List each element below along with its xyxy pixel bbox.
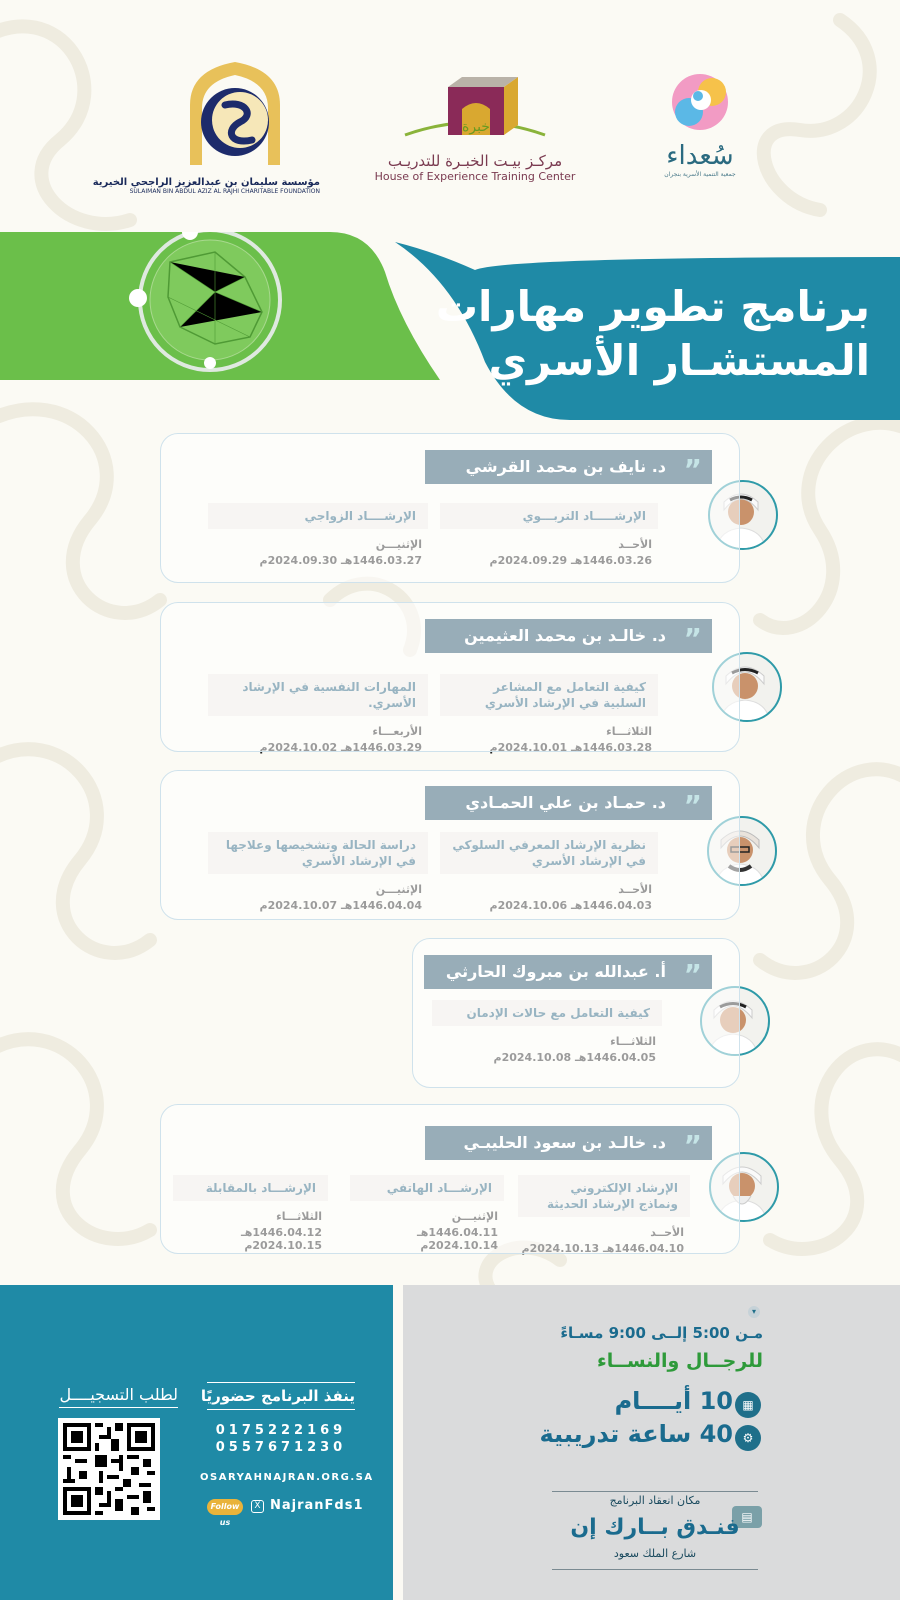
- venue-divider-top: [552, 1491, 758, 1492]
- hero-green-ribbon: [0, 232, 440, 380]
- program-title-line1: برنامج تطوير مهارات: [435, 282, 870, 331]
- program-title-line2: المستشـار الأسري: [488, 336, 870, 385]
- register-label: لطلب التسجيــــل: [59, 1385, 178, 1408]
- hotel-icon: ▤: [732, 1506, 762, 1528]
- x-twitter-icon[interactable]: X: [251, 1500, 264, 1513]
- rajhi-arabic-name: مؤسسة سليمان بن عبدالعزيز الراجحي الخيرية: [92, 177, 320, 188]
- social-handle[interactable]: NajranFds1: [270, 1498, 364, 1513]
- khibra-arabic-name: مركـز بيـت الخبـرة للتدريـب: [387, 152, 563, 170]
- khibra-center-logo: [355, 75, 595, 183]
- qr-code-icon: [63, 1423, 155, 1515]
- calendar-icon: ▦: [735, 1392, 761, 1418]
- rajhi-foundation-logo: [92, 60, 320, 195]
- soada-logo: [640, 70, 760, 178]
- program-title: [436, 280, 870, 388]
- khibra-mark: خبرة: [462, 119, 490, 135]
- soada-subtitle: جمعية التنمية الأسرية بنجران: [664, 171, 736, 178]
- speaker-card-5: [160, 1104, 740, 1254]
- rajhi-english-name: SULAIMAN BIN ABDUL AZIZ AL RAJHI CHARITABLE FOUNDATION: [129, 188, 320, 195]
- soada-name: سُعداء: [666, 141, 734, 171]
- soada-emblem-icon: [665, 70, 735, 134]
- rajhi-emblem-icon: [170, 60, 300, 170]
- program-days: 10 أيــــام: [614, 1387, 733, 1415]
- venue-name: فنـدق بــارك إن: [570, 1515, 740, 1540]
- khibra-english-name: House of Experience Training Center: [374, 170, 576, 183]
- registration-qr-code[interactable]: [58, 1418, 160, 1520]
- khibra-house-icon: [400, 75, 550, 145]
- speaker-card-2: [160, 602, 740, 752]
- program-hours: 40 ساعة تدريبية: [539, 1420, 733, 1448]
- venue-street: شارع الملك سعود: [613, 1547, 697, 1560]
- program-audience: للرجــال والنســاء: [596, 1350, 763, 1372]
- speaker-card-1: [160, 433, 740, 583]
- venue-label: مكان انعقاد البرنامج: [609, 1494, 701, 1507]
- training-hours-icon: ⚙: [735, 1425, 761, 1451]
- phone-number-1[interactable]: 0175222169: [215, 1423, 347, 1438]
- program-time: مـن 5:00 إلــى 9:00 مسـاءً: [560, 1324, 763, 1342]
- phone-number-2[interactable]: 0557671230: [215, 1440, 347, 1455]
- clock-icon: ▾: [748, 1306, 760, 1318]
- venue-divider-bottom: [552, 1569, 758, 1570]
- attendance-mode: ينفذ البرنامج حضوريًا: [207, 1382, 355, 1410]
- logos-row: [0, 55, 900, 205]
- follow-us-badge: Follow us: [207, 1499, 243, 1515]
- website-link[interactable]: OSARYAHNAJRAN.ORG.SA: [200, 1472, 374, 1483]
- speaker-card-3: [160, 770, 740, 920]
- speaker-card-4: [412, 938, 740, 1088]
